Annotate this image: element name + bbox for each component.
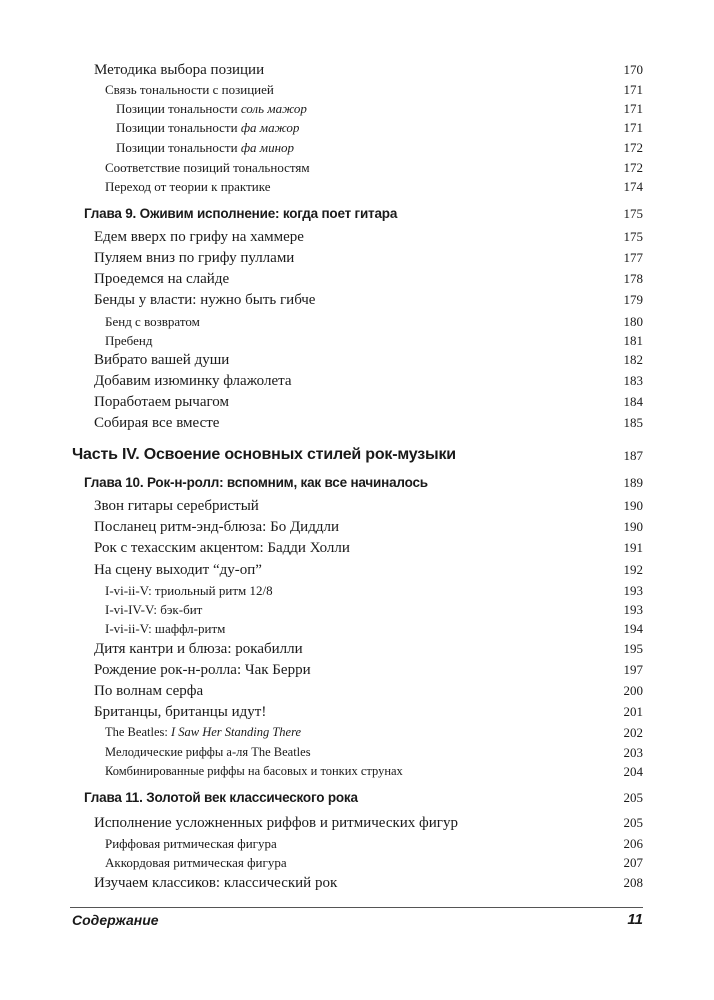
toc-entry[interactable] (94, 641, 643, 661)
toc-page-number: 206 (623, 836, 643, 851)
toc-page-number: 171 (623, 82, 643, 97)
toc-page-number: 171 (623, 101, 643, 116)
toc-page-number: 170 (623, 62, 643, 77)
toc-entry-title-text: Глава 10. Рок-н-ролл: вспомним, как все начиналось (84, 475, 428, 490)
toc-entry-title (94, 292, 315, 309)
toc-page-number: 183 (623, 373, 643, 388)
toc-entry-title-text: Часть IV. Освоение основных стилей рок-музыки (72, 446, 456, 463)
footer-divider (70, 907, 643, 908)
toc-entry[interactable] (94, 540, 643, 560)
toc-entry-title-text: Исполнение усложненных риффов и ритмических фигур (94, 815, 458, 831)
toc-page-number: 182 (623, 352, 643, 367)
toc-entry-title-text: Бенд с возвратом (105, 314, 200, 329)
toc-entry-title-text: Глава 11. Золотой век классического рока (84, 790, 358, 805)
toc-entry-title (105, 602, 202, 618)
toc-entry-title (105, 179, 270, 195)
toc-page-number: 175 (623, 229, 643, 244)
toc-entry-title (94, 415, 219, 432)
toc-page-number: 172 (623, 160, 643, 175)
toc-page-number: 200 (623, 683, 643, 698)
toc-entry[interactable] (116, 120, 643, 140)
toc-entry-title (72, 446, 456, 464)
toc-chapter-entry[interactable] (84, 790, 643, 810)
toc-entry-title (94, 815, 458, 832)
toc-entry[interactable] (94, 292, 643, 312)
toc-entry-title-italic: фа мажор (240, 120, 300, 135)
toc-entry-title-text: Звон гитары серебристый (94, 498, 259, 514)
toc-entry-title-text: Риффовая ритмическая фигура (105, 836, 277, 851)
toc-entry-title-text: Поработаем рычагом (94, 394, 229, 410)
toc-entry-title-text: Позиции тональности (116, 101, 241, 116)
toc-entry-title-text: Пуляем вниз по грифу пуллами (94, 250, 295, 266)
toc-entry-title-text: Дитя кантри и блюза: рокабилли (94, 641, 303, 657)
toc-entry-title-text: Связь тональности с позицией (105, 82, 274, 97)
running-footer-title: Содержание (72, 912, 159, 928)
toc-entry-title (116, 101, 307, 117)
toc-entry[interactable] (94, 271, 643, 291)
toc-entry-title (94, 250, 294, 267)
toc-page-number: 178 (623, 271, 643, 286)
toc-entry[interactable] (105, 82, 643, 102)
toc-entry-title-text: Аккордовая ритмическая фигура (105, 855, 287, 870)
toc-entry[interactable] (94, 394, 643, 414)
toc-entry-title (94, 62, 264, 79)
toc-page-number: 177 (623, 250, 643, 265)
toc-entry[interactable] (94, 250, 643, 270)
toc-entry-title-text: Пребенд (105, 333, 153, 348)
toc-chapter-entry[interactable] (84, 475, 643, 495)
toc-entry-title (94, 498, 259, 515)
toc-page-number: 172 (623, 140, 643, 155)
toc-entry-title (94, 662, 311, 679)
toc-page-number: 195 (623, 641, 643, 656)
toc-page-number: 187 (623, 448, 643, 463)
toc-entry[interactable] (105, 745, 643, 765)
toc-page-number: 203 (623, 745, 643, 760)
toc-page-number: 201 (623, 704, 643, 719)
toc-page-number: 208 (623, 875, 643, 890)
toc-entry[interactable] (94, 498, 643, 518)
toc-entry[interactable] (94, 229, 643, 249)
toc-entry-title-text: На сцену выходит “ду-оп” (94, 562, 262, 578)
toc-page-number: 193 (623, 602, 643, 617)
toc-page-number: 190 (623, 519, 643, 534)
toc-entry[interactable] (94, 704, 643, 724)
toc-entry-title (105, 314, 200, 330)
toc-entry-title-text: Позиции тональности (116, 140, 241, 155)
toc-page-number: 202 (623, 725, 643, 740)
toc-entry[interactable] (105, 836, 643, 856)
toc-entry-title-text: Мелодические риффы а-ля The Beatles (105, 745, 311, 759)
toc-page-number: 175 (623, 206, 643, 221)
toc-entry-title-text: Комбинированные риффы на басовых и тонких струнах (105, 764, 403, 778)
toc-entry[interactable] (94, 815, 643, 835)
toc-entry-title (94, 562, 262, 579)
toc-entry-title (94, 352, 229, 369)
toc-entry-title-text: Изучаем классиков: классический рок (94, 875, 338, 891)
toc-entry[interactable] (94, 373, 643, 393)
toc-entry-title-text: Глава 9. Оживим исполнение: когда поет гитара (84, 206, 398, 221)
toc-entry-title-text: Методика выбора позиции (94, 62, 265, 78)
toc-entry-title-text: I-vi-ii-V: шаффл-ритм (105, 621, 226, 636)
toc-entry-title-text: The Beatles: (105, 725, 171, 739)
toc-entry-title-text: Рок с техасским акцентом: Бадди Холли (94, 540, 350, 556)
toc-page-number: 184 (623, 394, 643, 409)
toc-entry-title (105, 745, 311, 760)
toc-page-number: 179 (623, 292, 643, 307)
toc-entry-title-text: Посланец ритм-энд-блюза: Бо Диддли (94, 519, 339, 535)
toc-entry[interactable] (105, 179, 643, 199)
toc-page-number: 180 (623, 314, 643, 329)
toc-page-number: 205 (623, 790, 643, 805)
toc-entry-title (105, 725, 301, 740)
toc-entry-title-italic: соль мажор (240, 101, 307, 116)
toc-entry[interactable] (94, 875, 643, 895)
toc-entry-title (105, 583, 273, 599)
toc-entry-title (94, 540, 350, 557)
toc-entry-title (105, 333, 152, 349)
toc-entry[interactable] (94, 352, 643, 372)
toc-page-number: 197 (623, 662, 643, 677)
toc-entry-title (94, 271, 229, 288)
toc-page-number: 190 (623, 498, 643, 513)
toc-entry-title-text: Позиции тональности (116, 120, 241, 135)
toc-entry[interactable] (94, 519, 643, 539)
toc-entry-title (105, 82, 274, 98)
toc-page-number: 207 (623, 855, 643, 870)
toc-entry[interactable] (94, 662, 643, 682)
toc-entry-title-text: Едем вверх по грифу на хаммере (94, 229, 304, 245)
toc-entry[interactable] (94, 683, 643, 703)
toc-entry-title (84, 475, 428, 490)
toc-entry-title (94, 875, 337, 892)
toc-entry-title-text: Собирая все вместе (94, 415, 220, 431)
toc-entry-title (105, 855, 287, 871)
toc-entry-title-text: Соответствие позиций тональностям (105, 160, 310, 175)
toc-entry[interactable] (105, 764, 643, 784)
toc-page-number: 204 (623, 764, 643, 779)
toc-page-number: 189 (623, 475, 643, 490)
toc-entry[interactable] (105, 602, 643, 622)
toc-entry-title (105, 836, 277, 852)
toc-entry-title (94, 519, 339, 536)
toc-entry[interactable] (105, 160, 643, 180)
toc-page-number: 181 (623, 333, 643, 348)
toc-entry[interactable] (105, 583, 643, 603)
toc-entry-title (116, 120, 299, 136)
toc-page-number: 191 (623, 540, 643, 555)
toc-entry-title (94, 394, 229, 411)
toc-entry[interactable] (105, 621, 643, 641)
toc-entry[interactable] (94, 62, 643, 82)
toc-chapter-entry[interactable] (84, 206, 643, 226)
toc-entry-title (84, 790, 358, 805)
toc-entry[interactable] (105, 725, 643, 745)
toc-entry-title (94, 373, 292, 390)
toc-entry-title-text: Добавим изюминку флажолета (94, 373, 292, 389)
toc-entry-title (105, 764, 403, 779)
toc-entry-title-text: Британцы, британцы идут! (94, 704, 267, 720)
toc-entry-title (105, 160, 310, 176)
toc-entry-title-text: Вибрато вашей души (94, 352, 230, 368)
toc-page-number: 185 (623, 415, 643, 430)
toc-entry-title-italic: фа минор (240, 140, 295, 155)
toc-entry[interactable] (105, 855, 643, 875)
toc-entry-title-text: Переход от теории к практике (105, 179, 271, 194)
toc-entry-title (94, 641, 303, 658)
toc-entry-title (84, 206, 397, 221)
toc-entry-title-text: Рождение рок-н-ролла: Чак Берри (94, 662, 311, 678)
toc-page-number: 194 (623, 621, 643, 636)
toc-entry-title (94, 683, 203, 700)
toc-entry[interactable] (116, 140, 643, 160)
toc-entry-title (94, 229, 304, 246)
toc-page-number: 193 (623, 583, 643, 598)
toc-entry-title-text: По волнам серфа (94, 683, 204, 699)
toc-entry-title (94, 704, 266, 721)
toc-entry[interactable] (94, 415, 643, 435)
toc-entry-title-text: I-vi-ii-V: триольный ритм 12/8 (105, 583, 273, 598)
toc-entry[interactable] (105, 314, 643, 334)
toc-entry-title-text: Проедемся на слайде (94, 271, 230, 287)
page-number: 11 (627, 911, 643, 928)
toc-entry[interactable] (116, 101, 643, 121)
toc-entry-title-italic: I Saw Her Standing There (170, 725, 302, 739)
toc-entry-title (105, 621, 225, 637)
toc-page-number: 171 (623, 120, 643, 135)
toc-entry[interactable] (94, 562, 643, 582)
toc-entry-title-text: Бенды у власти: нужно быть гибче (94, 292, 316, 308)
toc-entry[interactable] (105, 333, 643, 353)
toc-entry-title (116, 140, 294, 156)
toc-entry-title-text: I-vi-IV-V: бэк-бит (105, 602, 203, 617)
toc-page-number: 174 (623, 179, 643, 194)
toc-part-entry[interactable] (72, 448, 643, 468)
toc-page-number: 205 (623, 815, 643, 830)
toc-page-number: 192 (623, 562, 643, 577)
